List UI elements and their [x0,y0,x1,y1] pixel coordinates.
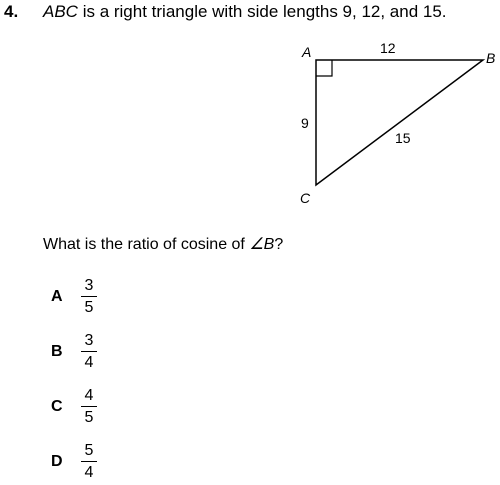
choice-letter: B [51,343,63,360]
choice-fraction [81,386,97,427]
fraction-bar [81,406,97,407]
denominator: 5 [84,409,94,426]
vertex-b-label: B [486,50,496,66]
fraction-bar [81,351,97,352]
question-text [43,234,283,254]
numerator: 5 [84,442,94,459]
numerator: 3 [84,277,94,294]
question-suffix: ? [274,236,284,253]
side-ac-label: 9 [301,115,309,131]
angle-b: ∠B [249,236,275,253]
side-ab-label: 12 [380,40,396,56]
triangle-name: ABC [43,2,78,21]
question-stem [43,2,447,22]
fraction-bar [81,461,97,462]
choice-letter: C [51,398,63,415]
vertex-a-label: A [302,44,312,60]
right-angle-marker [316,60,332,76]
triangle-figure [290,38,500,213]
denominator: 5 [84,299,94,316]
choice-fraction [81,276,97,317]
choice-letter: D [51,453,63,470]
side-bc-label: 15 [395,130,411,146]
denominator: 4 [84,464,94,481]
fraction-bar [81,296,97,297]
stem-text: is a right triangle with side lengths 9, 12, and 15. [77,2,447,21]
numerator: 3 [84,332,94,349]
question-number: 4. [4,2,19,21]
choice-fraction [81,331,97,372]
choice-fraction [81,441,97,482]
denominator: 4 [84,354,94,371]
vertex-c-label: C [300,190,311,206]
question-prefix: What is the ratio of cosine of [43,236,250,253]
triangle-abc [316,60,483,185]
choice-letter: A [51,288,63,305]
numerator: 4 [84,387,94,404]
